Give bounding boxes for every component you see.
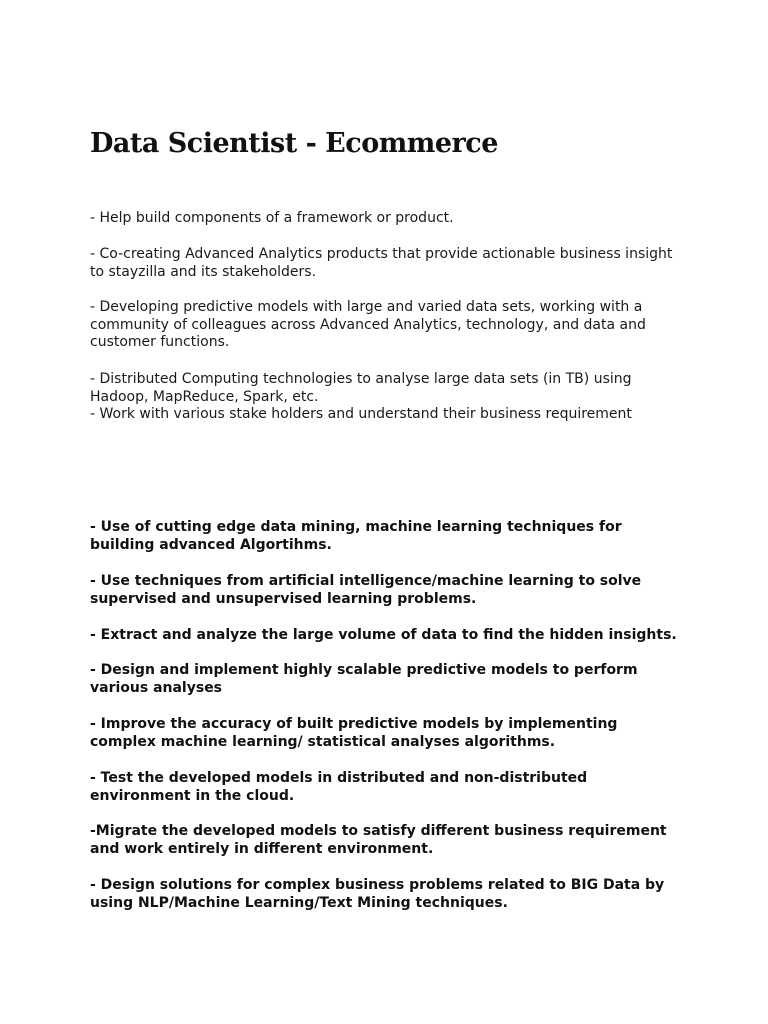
paragraph-line: - Developing predictive models with large and varied data sets, working with a [90, 299, 643, 315]
bold-line: complex machine learning/ statistical analyses algorithms. [90, 734, 556, 750]
bold-line: - Improve the accuracy of built predictive models by implementing [90, 716, 618, 732]
bold-line: using NLP/Machine Learning/Text Mining techniques. [90, 895, 508, 911]
page-title: Data Scientist - Ecommerce [90, 128, 498, 159]
paragraph-line: - Distributed Computing technologies to analyse large data sets (in TB) using [90, 371, 632, 387]
paragraph-distributed-computing [90, 371, 690, 424]
bold-paragraph-extract-analyze [90, 626, 690, 644]
paragraph-line: - Help build components of a framework or product. [90, 210, 454, 226]
bold-line: and work entirely in different environment. [90, 841, 434, 857]
paragraph-line: Hadoop, MapReduce, Spark, etc. [90, 388, 319, 405]
paragraph-line: to stayzilla and its stakeholders. [90, 263, 317, 280]
bold-paragraph-migrate-models [90, 822, 690, 858]
bold-paragraph-scalable-models [90, 661, 690, 697]
bold-line: - Design and implement highly scalable predictive models to perform [90, 662, 638, 678]
bold-line: various analyses [90, 680, 223, 696]
bold-line: - Test the developed models in distributed and non-distributed [90, 770, 588, 786]
paragraph-line: customer functions. [90, 334, 230, 350]
paragraph-line: - Work with various stake holders and understand their business requirement [90, 406, 632, 422]
bold-paragraph-test-models [90, 769, 690, 805]
paragraph-line: community of colleagues across Advanced Analytics, technology, and data and [90, 316, 646, 333]
paragraph-line: - Co-creating Advanced Analytics products that provide actionable business insight [90, 246, 673, 262]
bold-line: - Design solutions for complex business problems related to BIG Data by [90, 877, 665, 893]
paragraph-help-build [90, 210, 690, 228]
bold-line: building advanced Algortihms. [90, 537, 332, 553]
bold-line: supervised and unsupervised learning problems. [90, 591, 477, 607]
bold-line: environment in the cloud. [90, 788, 295, 804]
bold-line: - Extract and analyze the large volume of data to find the hidden insights. [90, 627, 677, 643]
paragraph-co-creating [90, 246, 690, 281]
paragraph-developing-models [90, 299, 690, 352]
bold-paragraph-design-solutions [90, 876, 690, 912]
bold-paragraph-ai-techniques [90, 572, 690, 608]
bold-line: - Use techniques from artificial intelligence/machine learning to solve [90, 573, 642, 589]
bold-line: - Use of cutting edge data mining, machine learning techniques for [90, 519, 622, 535]
bold-paragraph-data-mining [90, 518, 690, 554]
bold-paragraph-improve-accuracy [90, 715, 690, 751]
bold-line: -Migrate the developed models to satisfy different business requirement [90, 823, 667, 839]
